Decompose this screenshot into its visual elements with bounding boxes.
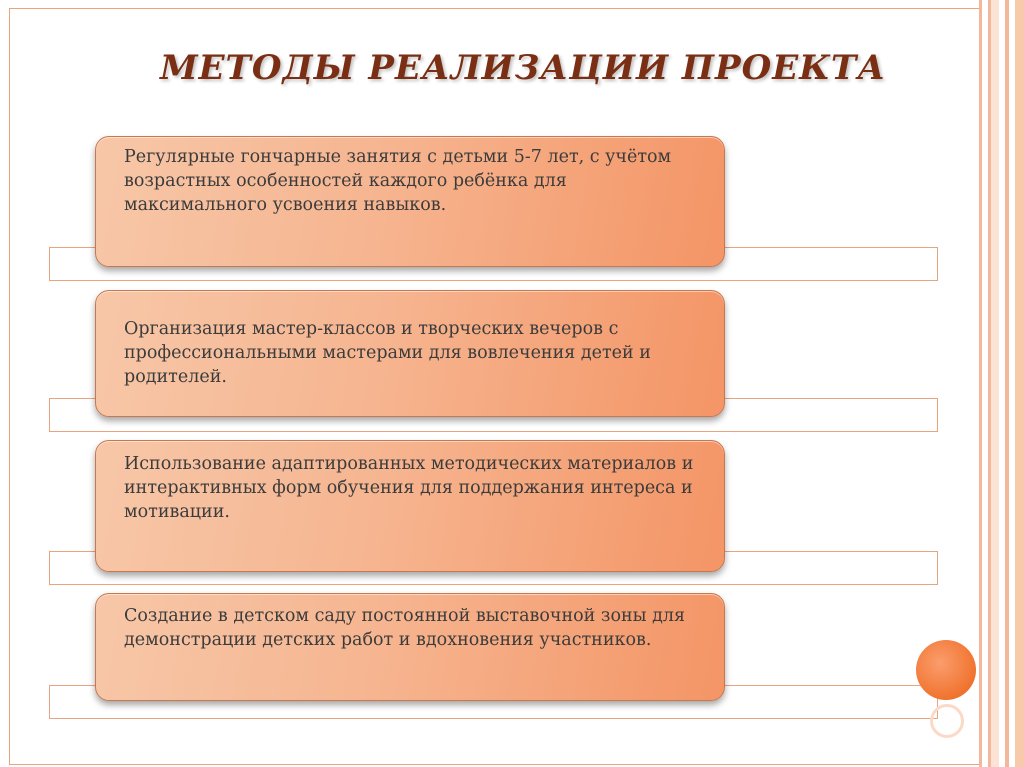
decorative-ring-icon (930, 704, 964, 738)
list-item (95, 593, 725, 701)
list-item (95, 440, 725, 572)
list-item (95, 136, 725, 267)
list-item-text: Организация мастер-классов и творческих вечеров с профессиональными мастерами для вовлечения детей и родителей. (124, 319, 651, 387)
slide-title: МЕТОДЫ РЕАЛИЗАЦИИ ПРОЕКТА (160, 48, 887, 88)
list-item (95, 290, 725, 417)
decorative-circle-icon (916, 640, 976, 700)
list-item-text: Регулярные гончарные занятия с детьми 5-7 лет, с учётом возрастных особенностей каждого ребёнка для максимального усвоения навыков. (124, 147, 672, 215)
decorative-stripes (979, 0, 1024, 767)
list-item-text: Создание в детском саду постоянной выставочной зоны для демонстрации детских работ и вдохновения участников. (124, 606, 686, 650)
list-item-text: Использование адаптированных методических материалов и интерактивных форм обучения для поддержания интереса и мотивации. (124, 454, 694, 522)
